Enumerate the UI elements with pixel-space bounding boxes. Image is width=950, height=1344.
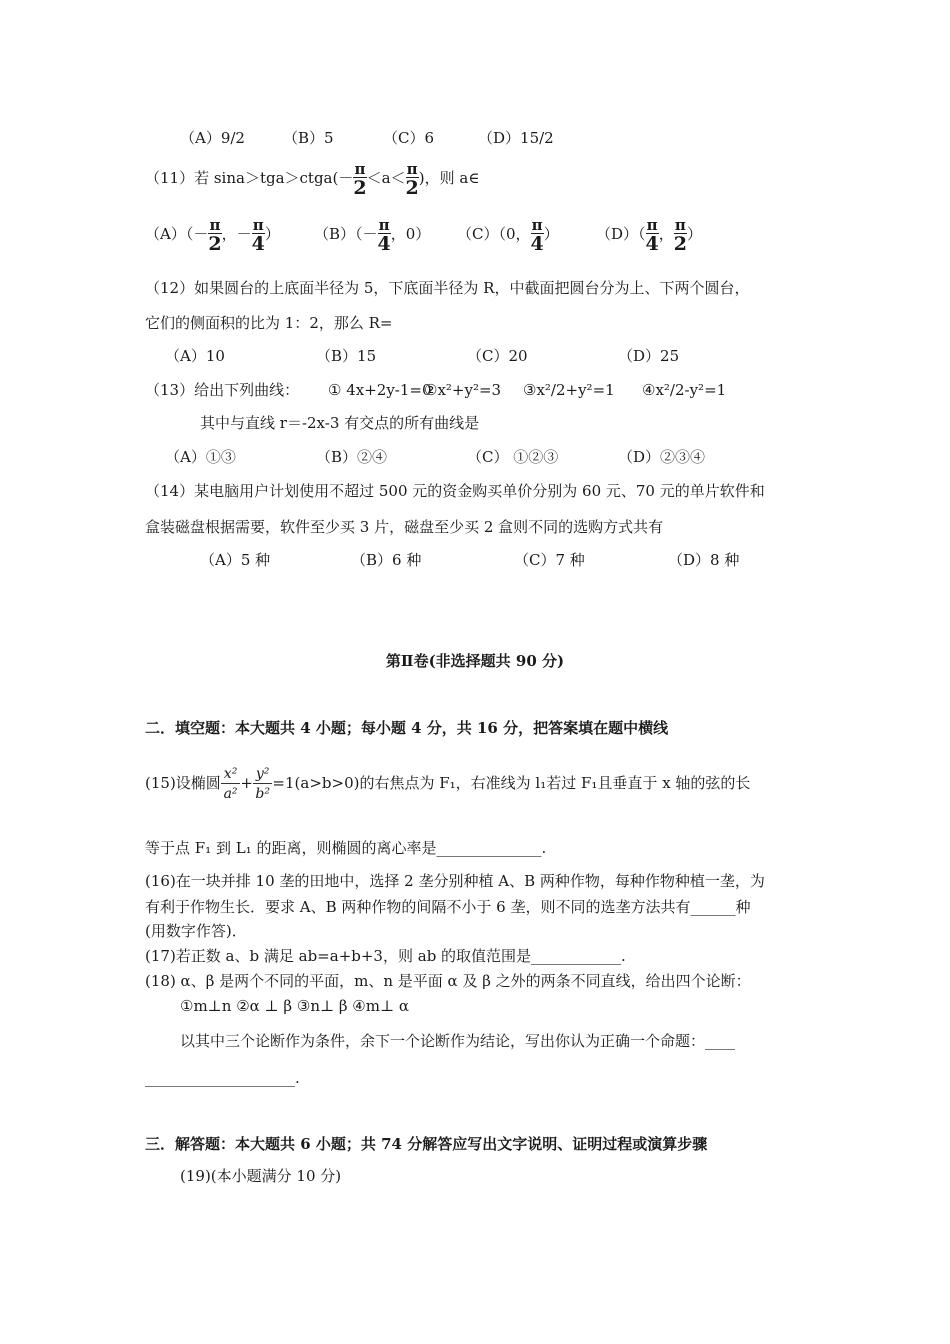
q16-line3: (用数字作答)． — [145, 922, 247, 940]
q18-line3: 以其中三个论断作为条件，余下一个论断作为结论，写出你认为正确一个命题：____ — [180, 1032, 736, 1050]
frac-y2-b2: $\frac{\text{y²}}{\text{b²}}$ — [253, 765, 273, 804]
q14-line2: 盒装磁盘根据需要，软件至少买 3 片，磁盘至少买 2 盒则不同的选购方式共有 — [145, 518, 664, 536]
q11-option-a: （A）（－ $\frac{\pi}{2}$ ，－ $\frac{\pi}{4}$ ） — [145, 215, 280, 255]
q13-option-d: （D）②③④ — [618, 448, 706, 466]
q13-option-b: （B）②④ — [316, 448, 388, 466]
q11-option-d: （D）（ $\frac{\pi}{4}$ ， $\frac{\pi}{2}$ ） — [596, 215, 703, 255]
q14-option-c: （C）7 种 — [514, 551, 585, 569]
frac-pi-over-2: $\frac{\pi}{2}$ — [353, 159, 367, 199]
frac-x2-a2: $\frac{\text{x²}}{\text{a²}}$ — [221, 765, 241, 804]
q18-line1: (18) α、β 是两个不同的平面，m、n 是平面 α 及 β 之外的两条不同直线，给出四个论断： — [145, 972, 751, 990]
q12-line2: 它们的侧面积的比为 1：2，那么 R= — [145, 314, 393, 332]
q12-option-c: （C）20 — [467, 347, 528, 365]
q13-option-a: （A）①③ — [165, 448, 236, 466]
q15-line1: (15)设椭圆 $\frac{\text{x²}}{\text{a²}}$ + $\frac{\text{y²}}{\text{b²}}$ =1(a>b>0)的右焦点为 F₁，右准线为 l₁若过 F₁且垂直于 x 轴的弦的长 — [145, 765, 751, 802]
section2-heading: 二．填空题：本大题共 4 小题；每小题 4 分，共 16 分，把答案填在题中横线 — [145, 719, 669, 737]
q14-line1: （14）某电脑用户计划使用不超过 500 元的资金购买单价分别为 60 元、70 元的单片软件和 — [145, 482, 765, 500]
q18-line4: ____________________. — [145, 1069, 300, 1087]
q13-curve-1: ① 4x+2y-1=0 — [328, 381, 432, 399]
q11-stem: （11）若 sina＞tga＞ctga(－ $\frac{\pi}{2}$ ＜a＜ $\frac{\pi}{2}$ )，则 a∈ — [145, 159, 480, 199]
q14-option-d: （D）8 种 — [668, 551, 740, 569]
q10-option-d: （D）15/2 — [478, 129, 554, 147]
q19: (19)(本小题满分 10 分) — [180, 1167, 342, 1185]
part2-title: 第Ⅱ卷(非选择题共 90 分) — [385, 652, 565, 670]
q12-option-b: （B）15 — [316, 347, 377, 365]
q11-option-b: （B）（－ $\frac{\pi}{4}$ ，0） — [314, 215, 431, 255]
q13-line2: 其中与直线 r＝-2x-3 有交点的所有曲线是 — [200, 414, 480, 432]
q15-line2: 等于点 F₁ 到 L₁ 的距离，则椭圆的离心率是______________. — [145, 839, 547, 857]
q12-line1: （12）如果圆台的上底面半径为 5，下底面半径为 R，中截面把圆台分为上、下两个圆台， — [145, 279, 750, 297]
frac-pi-over-2: $\frac{\pi}{2}$ — [405, 159, 419, 199]
q17: (17)若正数 a、b 满足 ab=a+b+3，则 ab 的取值范围是____________. — [145, 947, 626, 965]
q16-line2: 有利于作物生长．要求 A、B 两种作物的间隔不小于 6 垄，则不同的选垄方法共有______种 — [145, 898, 751, 916]
q13-curve-3: ③x²/2+y²=1 — [523, 381, 615, 399]
q13-curve-4: ④x²/2-y²=1 — [642, 381, 727, 399]
q10-option-c: （C）6 — [383, 129, 435, 147]
q16-line1: (16)在一块并排 10 垄的田地中，选择 2 垄分别种植 A、B 两种作物，每种作物种植一垄，为 — [145, 872, 765, 890]
q11-option-c: （C）（0， $\frac{\pi}{4}$ ） — [457, 215, 559, 255]
q14-option-a: （A）5 种 — [200, 551, 271, 569]
q10-option-b: （B）5 — [283, 129, 334, 147]
q13-curve-2: ②x²+y²=3 — [424, 381, 502, 399]
q12-option-a: （A）10 — [165, 347, 225, 365]
q10-option-a: （A）9/2 — [180, 129, 245, 147]
q13-stem: （13）给出下列曲线： — [145, 381, 300, 399]
section3-heading: 三．解答题：本大题共 6 小题；共 74 分解答应写出文字说明、证明过程或演算步骤 — [145, 1135, 708, 1153]
q18-line2: ①m⊥n ②α ⊥ β ③n⊥ β ④m⊥ α — [180, 997, 409, 1015]
q12-option-d: （D）25 — [618, 347, 680, 365]
q14-option-b: （B）6 种 — [351, 551, 422, 569]
q13-option-c: （C） ①②③ — [467, 448, 559, 466]
